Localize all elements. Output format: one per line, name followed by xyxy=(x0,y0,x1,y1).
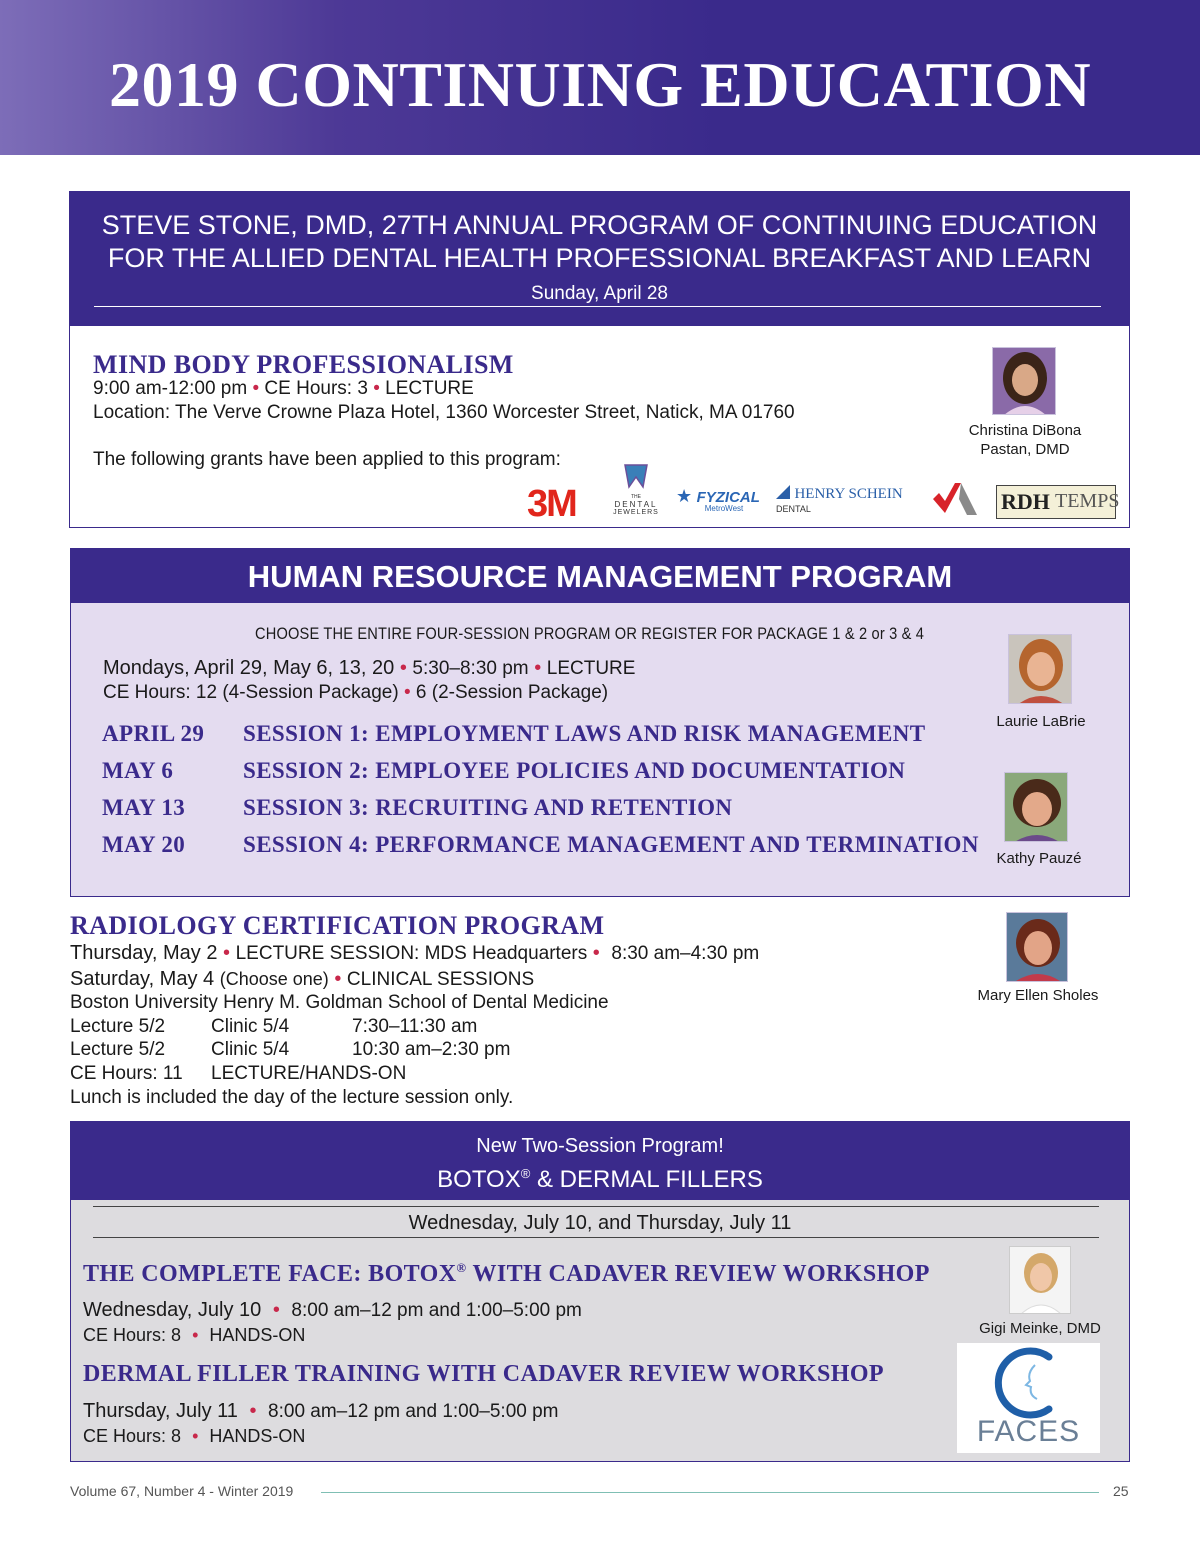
stone-program-box xyxy=(69,191,1130,528)
botox-subheading: New Two-Session Program! xyxy=(476,1135,724,1157)
page-title: 2019 CONTINUING EDUCATION xyxy=(108,49,1092,120)
speaker-name-meinke: Gigi Meinke, DMD xyxy=(979,1320,1101,1337)
portrait-icon xyxy=(1005,773,1068,842)
bullet: • xyxy=(192,1426,199,1446)
portrait-icon xyxy=(1009,635,1072,704)
session-2-title: SESSION 2: EMPLOYEE POLICIES AND DOCUMENTATION xyxy=(243,758,906,783)
bullet: • xyxy=(399,657,407,679)
session-1-date: APRIL 29 xyxy=(102,721,205,746)
session-2-date: MAY 6 xyxy=(102,758,174,783)
speaker-photo-meinke xyxy=(1009,1246,1071,1314)
radiology-lecture-line: Thursday, May 2 • LECTURE SESSION: MDS Headquarters • 8:30 am–4:30 pm xyxy=(70,942,760,964)
footer-volume: Volume 67, Number 4 - Winter 2019 xyxy=(70,1483,294,1499)
face-profile-icon xyxy=(957,1343,1100,1423)
bullet: • xyxy=(252,378,260,399)
bullet: • xyxy=(592,942,600,964)
complete-face-ce: CE Hours: 8 • HANDS-ON xyxy=(83,1325,306,1345)
radiology-lunch-note: Lunch is included the day of the lecture session only. xyxy=(70,1087,514,1108)
radiology-clinical-line: Saturday, May 4 (Choose one) • CLINICAL SESSIONS xyxy=(70,968,535,990)
course-type: LECTURE xyxy=(385,378,474,399)
hr-schedule xyxy=(103,657,635,680)
hr-dates: Mondays, April 29, May 6, 13, 20 xyxy=(103,657,395,679)
radiology-title: RADIOLOGY CERTIFICATION PROGRAM xyxy=(70,911,605,940)
dermal-filler-ce: CE Hours: 8 • HANDS-ON xyxy=(83,1426,306,1446)
speaker-name-labrie: Laurie LaBrie xyxy=(996,713,1086,730)
logo-dental-jewelers: THE DENTAL JEWELERS xyxy=(610,463,662,517)
hr-ce-hours: CE Hours: 12 (4-Session Package) • 6 (2-Session Package) xyxy=(103,682,609,703)
botox-dates: Wednesday, July 10, and Thursday, July 11 xyxy=(408,1212,792,1234)
session-3-date: MAY 13 xyxy=(102,795,186,820)
hr-program-box xyxy=(70,548,1130,897)
hr-time: 5:30–8:30 pm xyxy=(412,658,529,679)
hr-type: LECTURE xyxy=(546,658,636,679)
botox-title: BOTOX® & DERMAL FILLERS xyxy=(437,1166,763,1193)
star-icon: ★ xyxy=(676,486,693,506)
header-banner xyxy=(0,0,1200,155)
speaker-photo-pauze xyxy=(1004,772,1068,842)
logo-fyzical: ★ FYZICAL MetroWest xyxy=(676,486,760,513)
stone-program-title xyxy=(70,209,1129,275)
stone-program-date: Sunday, April 28 xyxy=(531,283,668,304)
bullet: • xyxy=(249,1400,257,1422)
divider xyxy=(93,1237,1099,1238)
logo-checkmark xyxy=(931,481,979,522)
logo-henry-schein: HENRY SCHEIN DENTAL xyxy=(776,486,903,514)
botox-program-header xyxy=(71,1122,1129,1200)
course-location: Location: The Verve Crowne Plaza Hotel, 1360 Worcester Street, Natick, MA 01760 xyxy=(93,402,795,423)
check-icon xyxy=(931,481,979,517)
speaker-name-dibona: Christina DiBona Pastan, DMD xyxy=(968,422,1082,458)
logo-rdh-temps: RDH TEMPS xyxy=(996,485,1116,519)
header-divider xyxy=(94,306,1101,307)
ce-hours: CE Hours: 3 xyxy=(264,378,368,399)
logo-faces: FACES xyxy=(957,1343,1100,1453)
logo-3m: 3M xyxy=(527,483,576,525)
session-4-title: SESSION 4: PERFORMANCE MANAGEMENT AND TERMINATION xyxy=(243,832,979,857)
botox-program-box xyxy=(70,1121,1130,1462)
bullet: • xyxy=(373,378,380,399)
course-time: 9:00 am-12:00 pm xyxy=(93,378,248,399)
speaker-name-sholes: Mary Ellen Sholes xyxy=(977,987,1099,1004)
bullet: • xyxy=(272,1299,280,1321)
hr-program-header xyxy=(71,549,1129,603)
bullet: • xyxy=(334,968,342,990)
radiology-school: Boston University Henry M. Goldman School of Dental Medicine xyxy=(70,992,609,1013)
portrait-icon xyxy=(1007,913,1068,982)
grants-note: The following grants have been applied to this program: xyxy=(93,449,561,470)
bullet: • xyxy=(534,657,542,679)
hr-choose-note: CHOOSE THE ENTIRE FOUR-SESSION PROGRAM OR REGISTER FOR PACKAGE 1 & 2 or 3 & 4 xyxy=(255,624,925,643)
stone-program-header xyxy=(70,192,1129,326)
speaker-name-pauze: Kathy Pauzé xyxy=(996,850,1082,867)
tooth-icon xyxy=(622,463,650,489)
course-title-mind-body: MIND BODY PROFESSIONALISM xyxy=(93,350,514,379)
session-3-title: SESSION 3: RECRUITING AND RETENTION xyxy=(243,795,733,820)
bullet: • xyxy=(223,942,231,964)
portrait-icon xyxy=(993,348,1056,415)
session-1-title: SESSION 1: EMPLOYMENT LAWS AND RISK MANAGEMENT xyxy=(243,721,926,746)
page-number: 25 xyxy=(1113,1483,1129,1499)
speaker-photo-dibona xyxy=(992,347,1056,415)
dermal-filler-schedule: Thursday, July 11 • 8:00 am–12 pm and 1:00–5:00 pm xyxy=(83,1400,559,1422)
speaker-photo-sholes xyxy=(1006,912,1068,982)
stone-title-line1: STEVE STONE, DMD, 27TH ANNUAL PROGRAM OF CONTINUING EDUCATION xyxy=(101,210,1098,240)
stone-title-line2: FOR THE ALLIED DENTAL HEALTH PROFESSIONAL BREAKFAST AND LEARN xyxy=(107,243,1092,273)
bullet: • xyxy=(192,1325,199,1345)
footer-rule xyxy=(321,1492,1099,1493)
bullet: • xyxy=(403,682,411,703)
course-title-dermal-filler: DERMAL FILLER TRAINING WITH CADAVER REVIEW WORKSHOP xyxy=(83,1361,884,1387)
henry-schein-flag-icon xyxy=(776,485,790,499)
course-schedule xyxy=(93,378,474,400)
complete-face-schedule: Wednesday, July 10 • 8:00 am–12 pm and 1:00–5:00 pm xyxy=(83,1299,582,1321)
course-title-complete-face: THE COMPLETE FACE: BOTOX® WITH CADAVER REVIEW WORKSHOP xyxy=(83,1260,930,1287)
speaker-photo-labrie xyxy=(1008,634,1072,704)
hr-program-title: HUMAN RESOURCE MANAGEMENT PROGRAM xyxy=(247,559,953,594)
session-4-date: MAY 20 xyxy=(102,832,186,857)
portrait-icon xyxy=(1010,1247,1071,1314)
divider xyxy=(93,1206,1099,1207)
